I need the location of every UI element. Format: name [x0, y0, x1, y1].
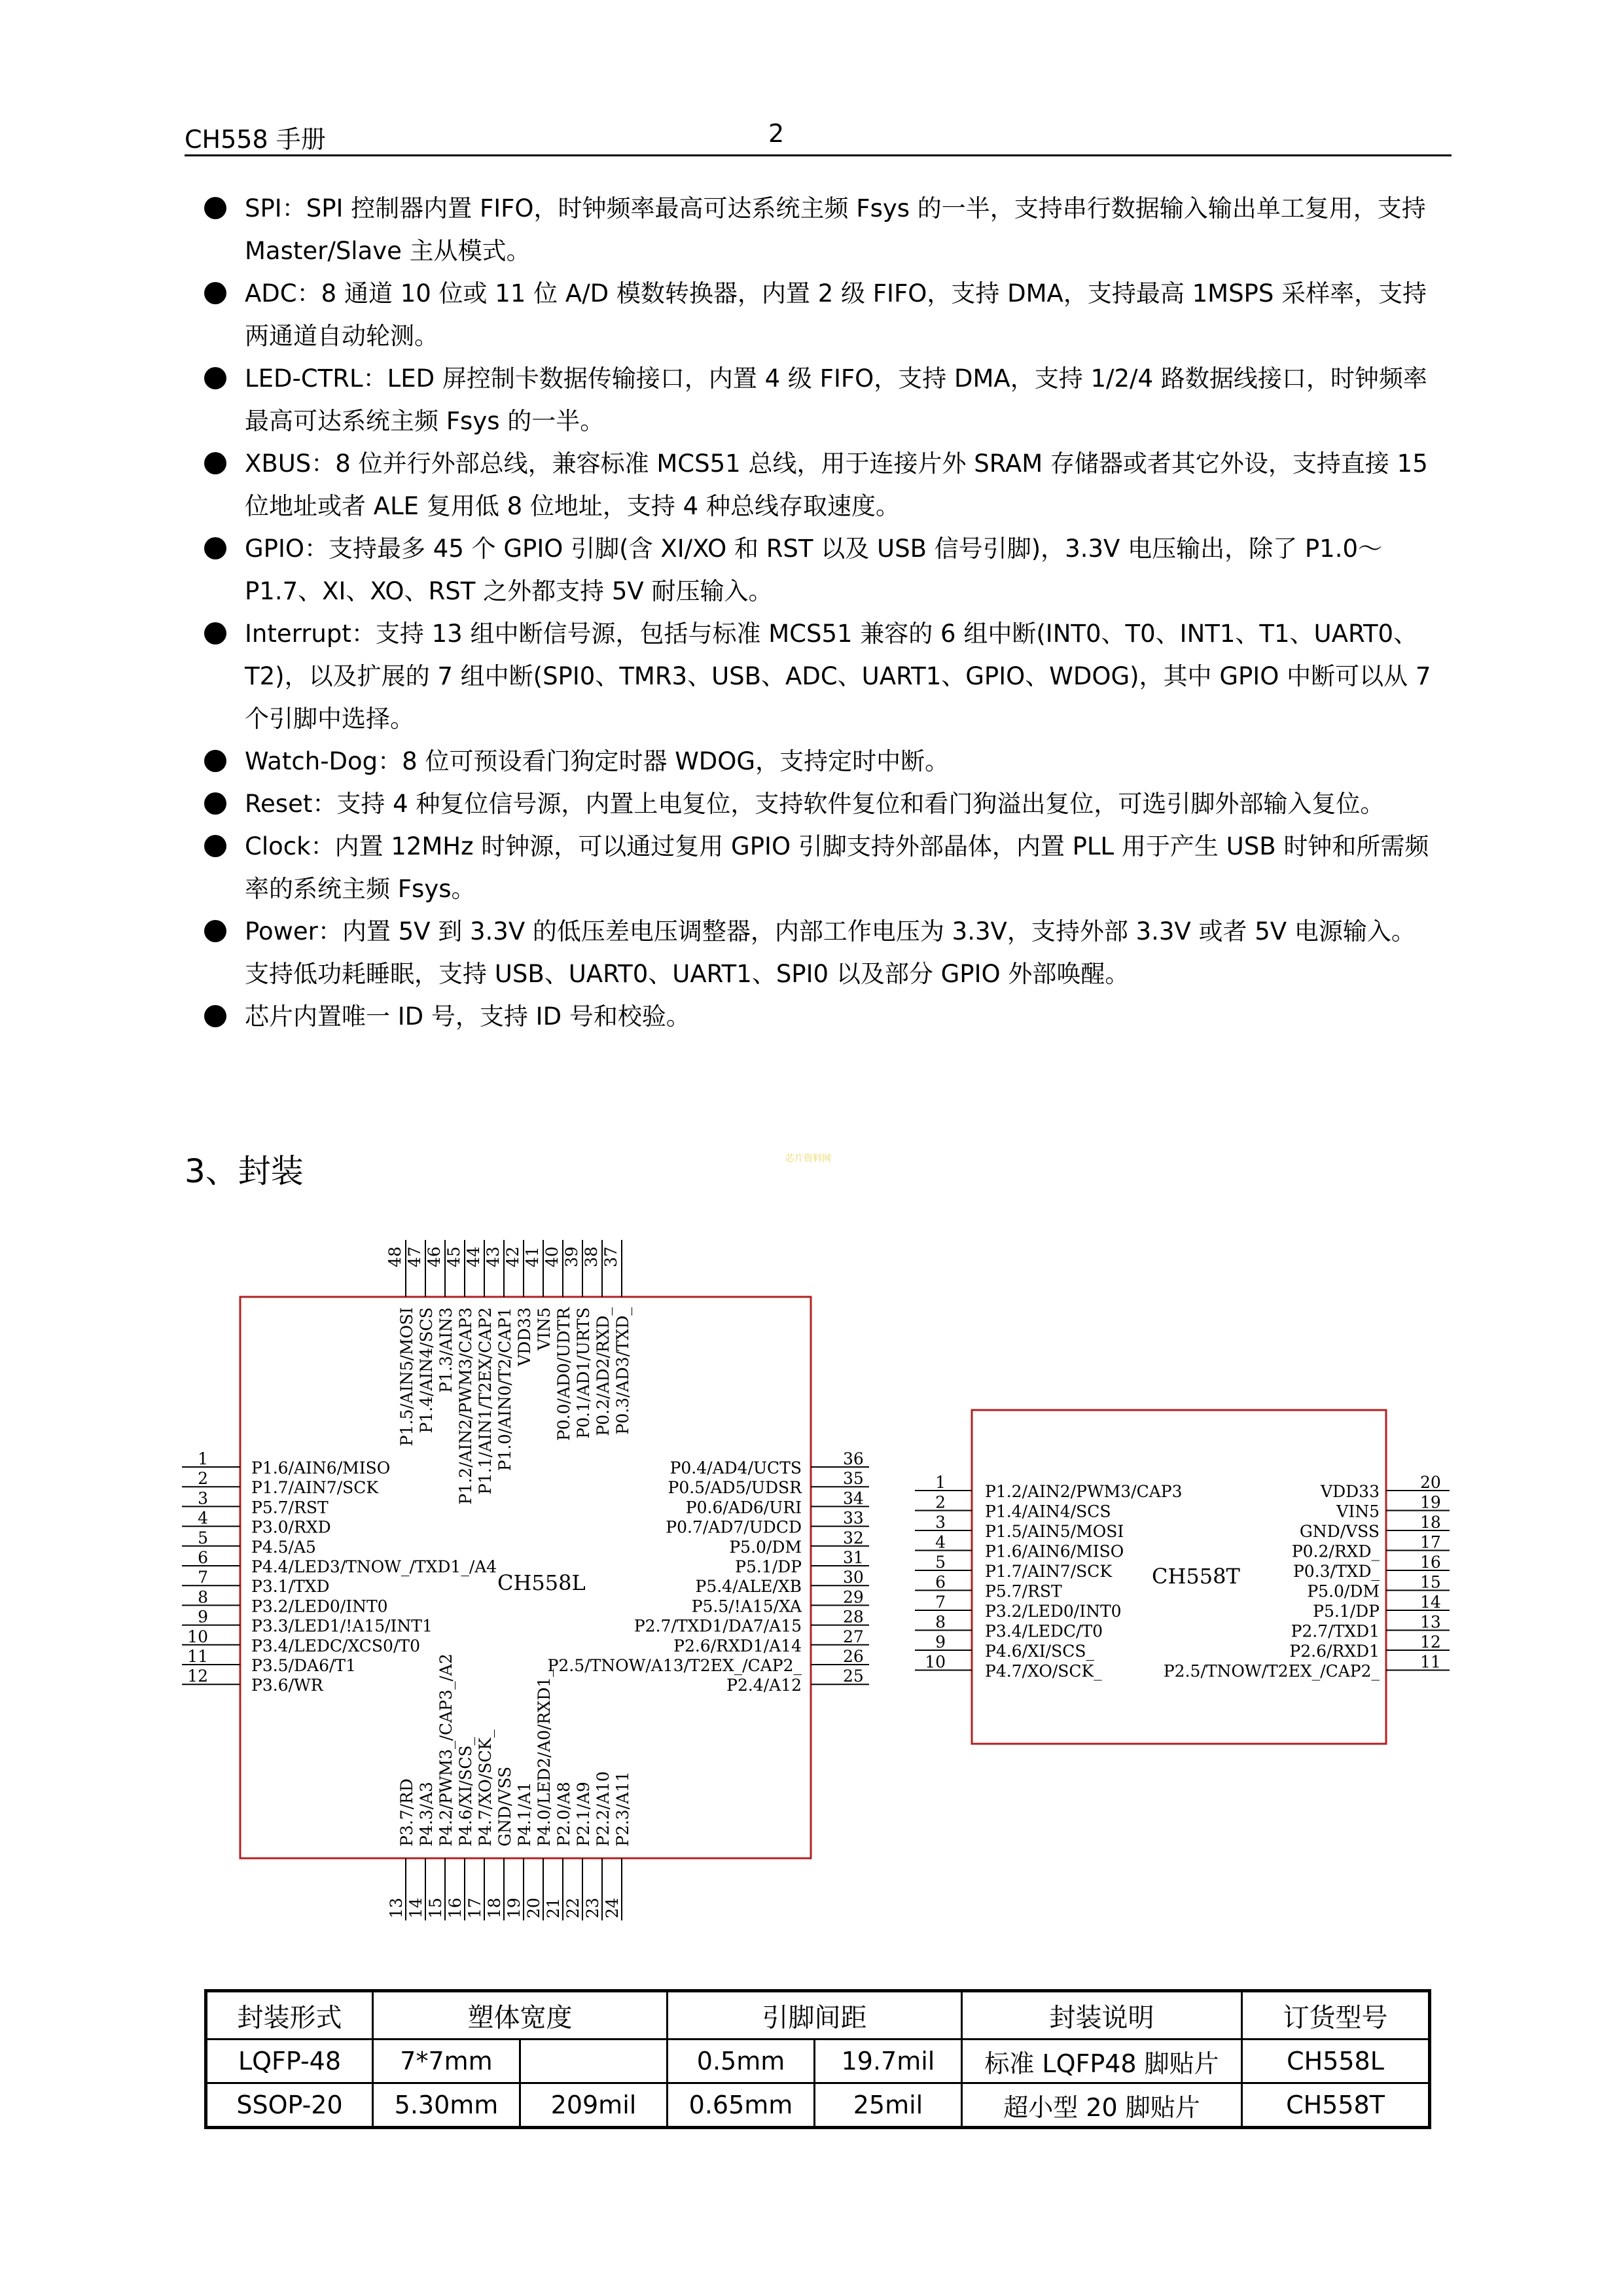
- pin-number: 41: [523, 1246, 542, 1267]
- table-row: [206, 2040, 1430, 2083]
- pin-label: P3.3/LED1/!A15/INT1: [251, 1616, 433, 1636]
- pin-label: P4.5/A5: [251, 1537, 316, 1557]
- chip-name: CH558T: [1152, 1564, 1240, 1589]
- pin-number: 47: [405, 1246, 424, 1267]
- pin-number: 35: [843, 1469, 864, 1489]
- pin-label: P1.7/AIN7/SCK: [985, 1562, 1113, 1581]
- pin-label: P3.5/DA6/T1: [251, 1656, 357, 1675]
- pin-label: P1.5/AIN5/MOSI: [985, 1522, 1124, 1541]
- pin-number: 28: [843, 1607, 864, 1627]
- ssop20-package: [915, 1410, 1450, 1744]
- pin-number: 20: [524, 1898, 543, 1918]
- pin-number: 14: [406, 1898, 425, 1918]
- pin-number: 10: [925, 1652, 946, 1672]
- pin-number: 3: [935, 1513, 946, 1532]
- pin-number: 7: [935, 1593, 946, 1612]
- pin-label: P2.6/RXD1/A14: [673, 1636, 802, 1655]
- pin-label: P3.2/LED0/INT0: [251, 1597, 388, 1616]
- pin-label: P5.1/DP: [735, 1557, 802, 1576]
- pin-label: VDD33: [515, 1307, 534, 1366]
- feature-item: LED-CTRL：LED 屏控制卡数据传输接口，内置 4 级 FIFO，支持 DMA，支持 1/2/4 路数据线接口，时钟频率最高可达系统主频 Fsys 的一半。: [203, 357, 1433, 442]
- pin-label: P4.7/XO/SCK_: [985, 1661, 1102, 1681]
- page-number: 2: [768, 119, 785, 148]
- pin-label: P4.3/A3: [417, 1782, 436, 1846]
- pin-number: 17: [465, 1898, 484, 1918]
- pin-label: P0.2/AD2/RXD_: [594, 1307, 613, 1436]
- pin-label: P0.2/RXD_: [1291, 1542, 1380, 1561]
- feature-item: Clock：内置 12MHz 时钟源，可以通过复用 GPIO 引脚支持外部晶体，内置 PLL 用于产生 USB 时钟和所需频率的系统主频 Fsys。: [203, 825, 1433, 910]
- pin-label: P2.4/A12: [726, 1676, 802, 1695]
- pin-label: P5.4/ALE/XB: [695, 1577, 802, 1597]
- table-cell: LQFP-48: [206, 2040, 373, 2083]
- pin-number: 36: [843, 1449, 864, 1468]
- pin-number: 4: [198, 1508, 208, 1528]
- pin-label: P2.5/TNOW/A13/T2EX_/CAP2_: [547, 1656, 802, 1675]
- section-title: 3、封装: [185, 1152, 304, 1190]
- table-row: [206, 2083, 1430, 2128]
- table-cell: 5.30mm: [373, 2083, 520, 2128]
- package-table: [204, 1989, 1431, 2129]
- pin-label: VDD33: [1321, 1482, 1380, 1501]
- pin-number: 2: [935, 1492, 946, 1512]
- table-cell: 19.7mil: [815, 2040, 962, 2083]
- pin-label: P4.0/LED2/A0/RXD1_: [535, 1669, 554, 1846]
- pin-label: P5.7/RST: [251, 1498, 329, 1517]
- pin-number: 14: [1420, 1593, 1441, 1612]
- pin-number: 13: [1420, 1612, 1441, 1632]
- pin-number: 12: [187, 1667, 208, 1686]
- feature-item: XBUS：8 位并行外部总线，兼容标准 MCS51 总线，用于连接片外 SRAM 存储器或者其它外设，支持直接 15 位地址或者 ALE 复用低 8 位地址，支持 4 种总线存取速度。: [203, 442, 1433, 527]
- pin-number: 1: [198, 1449, 208, 1468]
- pin-number: 27: [843, 1627, 864, 1646]
- table-header-row: [206, 1991, 1430, 2040]
- pin-label: P2.1/A9: [574, 1782, 593, 1846]
- feature-item: ADC：8 通道 10 位或 11 位 A/D 模数转换器，内置 2 级 FIFO，支持 DMA，支持最高 1MSPS 采样率，支持两通道自动轮测。: [203, 272, 1433, 357]
- pin-number: 3: [198, 1489, 208, 1508]
- header-title: CH558 手册: [185, 125, 326, 154]
- pin-number: 9: [935, 1633, 946, 1651]
- pin-label: P0.3/TXD_: [1293, 1562, 1380, 1581]
- pin-label: P4.1/A1: [515, 1782, 534, 1846]
- pin-label: GND/VSS: [495, 1766, 514, 1846]
- pin-number: 15: [1420, 1572, 1441, 1592]
- pin-number: 6: [935, 1572, 946, 1592]
- table-cell: 超小型 20 脚贴片: [962, 2083, 1242, 2128]
- pin-number: 46: [425, 1246, 444, 1267]
- pin-number: 16: [446, 1898, 465, 1918]
- pin-label: P0.4/AD4/UCTS: [669, 1458, 802, 1477]
- pin-number: 15: [426, 1898, 445, 1918]
- pin-label: P4.4/LED3/TNOW_/TXD1_/A4: [251, 1557, 497, 1576]
- table-cell: 0.5mm: [668, 2040, 815, 2083]
- pin-label: P4.2/PWM3_/CAP3_/A2: [437, 1653, 455, 1846]
- pin-number: 6: [198, 1548, 208, 1567]
- lqfp48-package: [182, 1240, 869, 1920]
- pin-number: 18: [485, 1898, 504, 1918]
- feature-item: Interrupt：支持 13 组中断信号源，包括与标准 MCS51 兼容的 6 组中断(INT0、T0、INT1、T1、UART0、T2)，以及扩展的 7 组中断(SPI0、TMR3、USB、ADC、UART1、GPIO、WDOG)，其中 GPIO 中断可以从 7 个引脚中选择。: [203, 612, 1433, 740]
- pin-number: 21: [544, 1898, 563, 1918]
- pin-label: P5.1/DP: [1313, 1602, 1380, 1621]
- pin-label: P1.4/AIN4/SCS: [985, 1502, 1111, 1521]
- pin-number: 48: [385, 1246, 404, 1267]
- pin-label: P0.0/AD0/UDTR: [554, 1307, 573, 1441]
- pin-label: P0.6/AD6/URI: [685, 1498, 802, 1517]
- table-cell: SSOP-20: [206, 2083, 373, 2128]
- pin-label: P5.5/!A15/XA: [691, 1597, 802, 1616]
- pin-number: 8: [198, 1587, 208, 1607]
- feature-item: SPI：SPI 控制器内置 FIFO，时钟频率最高可达系统主频 Fsys 的一半，支持串行数据输入输出单工复用，支持 Master/Slave 主从模式。: [203, 187, 1433, 272]
- pin-label: P1.1/AIN1/T2EX/CAP2: [476, 1307, 495, 1495]
- pin-number: 25: [843, 1667, 864, 1686]
- pin-label: P5.0/DM: [1307, 1581, 1380, 1601]
- pin-number: 12: [1420, 1633, 1441, 1651]
- pin-number: 8: [935, 1612, 946, 1632]
- pin-number: 31: [843, 1548, 864, 1567]
- pin-label: P1.6/AIN6/MISO: [251, 1458, 391, 1477]
- pin-label: P1.0/AIN0/T2/CAP1: [495, 1307, 514, 1472]
- table-header-cell: 封装说明: [962, 1991, 1242, 2040]
- pin-label: P0.1/AD1/URTS: [574, 1307, 593, 1439]
- pin-number: 45: [444, 1246, 463, 1267]
- pin-number: 11: [1420, 1652, 1441, 1672]
- pin-label: P3.0/RXD: [251, 1517, 331, 1537]
- pin-label: VIN5: [535, 1307, 554, 1351]
- pin-number: 42: [503, 1246, 522, 1267]
- table-cell: CH558L: [1242, 2040, 1430, 2083]
- pin-number: 1: [935, 1473, 946, 1492]
- pin-label: P2.7/TXD1: [1291, 1621, 1380, 1641]
- pin-number: 10: [187, 1627, 208, 1646]
- pin-number: 5: [198, 1528, 208, 1547]
- feature-item: Power：内置 5V 到 3.3V 的低压差电压调整器，内部工作电压为 3.3V，支持外部 3.3V 或者 5V 电源输入。支持低功耗睡眠，支持 USB、UART0、UART1、SPI0 以及部分 GPIO 外部唤醒。: [203, 910, 1433, 995]
- feature-item: Watch-Dog：8 位可预设看门狗定时器 WDOG，支持定时中断。: [203, 740, 1433, 783]
- pin-label: P3.7/RD: [397, 1778, 416, 1846]
- pin-number: 23: [583, 1898, 602, 1918]
- pin-number: 20: [1420, 1473, 1441, 1492]
- pin-number: 30: [843, 1568, 864, 1587]
- table-header-cell: 引脚间距: [668, 1991, 962, 2040]
- table-cell: 209mil: [520, 2083, 668, 2128]
- pin-number: 18: [1420, 1513, 1441, 1532]
- table-cell: 7*7mm: [373, 2040, 520, 2083]
- pin-number: 4: [935, 1532, 946, 1552]
- pin-number: 17: [1420, 1532, 1441, 1552]
- pin-label: P2.3/A11: [613, 1771, 632, 1846]
- pin-number: 43: [484, 1246, 503, 1267]
- pin-number: 39: [562, 1246, 581, 1267]
- pin-label: P2.2/A10: [594, 1771, 613, 1846]
- pin-label: GND/VSS: [1299, 1522, 1380, 1541]
- table-cell: [520, 2040, 668, 2083]
- pin-label: P4.6/XI/SCS_: [985, 1642, 1094, 1661]
- chip-name: CH558L: [497, 1570, 586, 1595]
- pin-label: P2.6/RXD1: [1289, 1642, 1380, 1661]
- table-cell: 0.65mm: [668, 2083, 815, 2128]
- pin-label: P1.3/AIN3: [437, 1307, 455, 1393]
- pin-label: P3.2/LED0/INT0: [985, 1602, 1122, 1621]
- pin-number: 44: [464, 1246, 483, 1267]
- table-header-cell: 封装形式: [206, 1991, 373, 2040]
- pin-number: 34: [843, 1489, 864, 1508]
- pin-number: 26: [843, 1647, 864, 1666]
- table-cell: 标准 LQFP48 脚贴片: [962, 2040, 1242, 2083]
- pin-number: 19: [505, 1898, 524, 1918]
- pin-label: P2.5/TNOW/T2EX_/CAP2_: [1163, 1661, 1380, 1681]
- pin-label: P2.0/A8: [554, 1782, 573, 1846]
- pin-label: P5.0/DM: [729, 1537, 802, 1557]
- pin-number: 33: [843, 1508, 864, 1528]
- pin-number: 13: [387, 1898, 406, 1918]
- pin-number: 40: [543, 1246, 562, 1267]
- table-cell: CH558T: [1242, 2083, 1430, 2128]
- pin-number: 38: [582, 1246, 601, 1267]
- feature-item: Reset：支持 4 种复位信号源，内置上电复位，支持软件复位和看门狗溢出复位，可选引脚外部输入复位。: [203, 783, 1433, 825]
- pin-label: P4.7/XO/SCK_: [476, 1729, 495, 1846]
- feature-item: GPIO：支持最多 45 个 GPIO 引脚(含 XI/XO 和 RST 以及 USB 信号引脚)，3.3V 电压输出，除了 P1.0～P1.7、XI、XO、RST 之外都支持 5V 耐压输入。: [203, 527, 1433, 612]
- pin-number: 9: [198, 1607, 208, 1627]
- pin-number: 2: [198, 1469, 208, 1489]
- pin-label: P5.7/RST: [985, 1581, 1062, 1601]
- table-header-cell: 塑体宽度: [373, 1991, 668, 2040]
- pin-label: VIN5: [1336, 1502, 1380, 1521]
- pin-number: 22: [563, 1898, 582, 1918]
- pin-number: 29: [843, 1587, 864, 1607]
- pin-label: P4.6/XI/SCS_: [456, 1737, 475, 1846]
- pin-number: 32: [843, 1528, 864, 1547]
- pin-label: P3.1/TXD: [251, 1577, 330, 1597]
- pin-number: 19: [1420, 1492, 1441, 1512]
- pin-number: 7: [198, 1568, 208, 1587]
- pin-label: P1.4/AIN4/SCS: [417, 1307, 436, 1434]
- pin-label: P3.4/LEDC/XCS0/T0: [251, 1636, 420, 1655]
- pin-label: P3.4/LEDC/T0: [985, 1621, 1103, 1641]
- pin-label: P0.7/AD7/UDCD: [666, 1517, 802, 1537]
- pin-label: P1.2/AIN2/PWM3/CAP3: [985, 1482, 1183, 1501]
- pin-number: 16: [1420, 1553, 1441, 1572]
- pin-label: P0.5/AD5/UDSR: [668, 1478, 802, 1498]
- pin-label: P1.6/AIN6/MISO: [985, 1542, 1124, 1561]
- pin-label: P0.3/AD3/TXD_: [613, 1307, 632, 1435]
- pin-number: 24: [603, 1898, 622, 1918]
- pin-number: 37: [601, 1246, 620, 1267]
- pin-label: P3.6/WR: [251, 1676, 323, 1695]
- pin-number: 11: [187, 1647, 208, 1666]
- pin-label: P1.2/AIN2/PWM3/CAP3: [456, 1307, 475, 1505]
- table-header-cell: 订货型号: [1242, 1991, 1430, 2040]
- pin-label: P2.7/TXD1/DA7/A15: [633, 1616, 802, 1636]
- pin-number: 5: [935, 1553, 946, 1572]
- table-cell: 25mil: [815, 2083, 962, 2128]
- pin-label: P1.7/AIN7/SCK: [251, 1478, 379, 1498]
- feature-item: 芯片内置唯一 ID 号，支持 ID 号和校验。: [203, 995, 1433, 1038]
- watermark: 芯片资料网: [785, 1154, 831, 1164]
- pin-label: P1.5/AIN5/MOSI: [397, 1307, 416, 1447]
